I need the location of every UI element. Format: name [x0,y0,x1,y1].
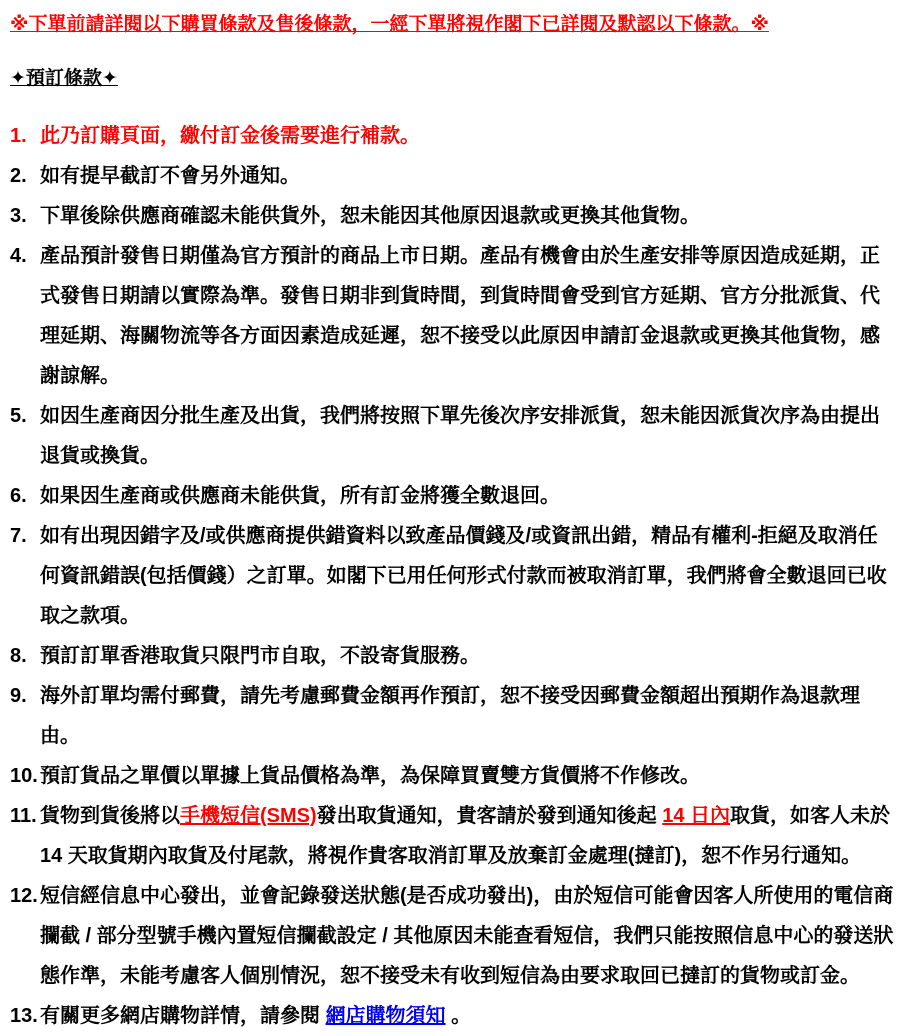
term-text: 如因生產商因分批生產及出貨，我們將按照下單先後次序安排派貨，恕未能因派貨次序為由提出退貨或換貨。 [40,405,880,467]
term-item [10,996,897,1036]
highlighted-text: 手機短信(SMS) [180,805,317,827]
term-text: 如有出現因錯字及/或供應商提供錯資料以致產品價錢及/或資訊出錯，精品有權利-拒絕及取消任何資訊錯誤(包括價錢）之訂單。如閣下已用任何形式付款而被取消訂單，我們將會全數退回已收取之款項。 [40,525,887,627]
term-item [10,236,897,396]
term-number: 11. [10,805,37,827]
term-item [10,796,897,876]
term-number: 9. [10,685,27,707]
term-item [10,396,897,476]
terms-list [10,116,897,1036]
term-text: 貨物到貨後將以手機短信(SMS)發出取貨通知，貴客請於發到通知後起 14 日內取貨，如客人未於 14 天取貨期內取貨及付尾款，將視作貴客取消訂單及放棄訂金處理(撻訂)，恕不作另行通知。 [40,805,891,867]
term-text: 預訂貨品之單價以單據上貨品價格為準，為保障買賣雙方貨價將不作修改。 [40,765,700,787]
term-number: 2. [10,165,27,187]
term-number: 10. [10,765,38,787]
term-text: 有關更多網店購物詳情，請參閱 網店購物須知 。 [40,1005,472,1027]
term-number: 7. [10,525,27,547]
term-number: 13. [10,1005,38,1027]
term-item [10,196,897,236]
term-item [10,756,897,796]
term-text: 預訂訂單香港取貨只限門市自取，不設寄貨服務。 [40,645,480,667]
term-number: 6. [10,485,27,507]
term-text: 產品預計發售日期僅為官方預計的商品上市日期。產品有機會由於生產安排等原因造成延期，正式發售日期請以實際為準。發售日期非到貨時間，到貨時間會受到官方延期、官方分批派貨、代理延期、海關物流等各方面因素造成延遲，恕不接受以此原因申請訂金退款或更換其他貨物，感謝諒解。 [40,245,880,387]
page-title: ※下單前請詳閱以下購買條款及售後條款，一經下單將視作閣下已詳閱及默認以下條款。※ [10,14,769,35]
term-item [10,116,897,156]
term-item [10,636,897,676]
term-item [10,876,897,996]
term-text: 如有提早截訂不會另外通知。 [40,165,300,187]
term-text: 下單後除供應商確認未能供貨外，恕未能因其他原因退款或更換其他貨物。 [40,205,700,227]
section-header-preorder-terms: ✦預訂條款✦ [10,68,118,89]
term-number: 3. [10,205,27,227]
term-number: 1. [10,125,27,147]
term-number: 8. [10,645,27,667]
term-number: 12. [10,885,38,907]
term-item [10,676,897,756]
term-number: 5. [10,405,27,427]
term-text: 如果因生產商或供應商未能供貨，所有訂金將獲全數退回。 [40,485,560,507]
term-item [10,476,897,516]
highlighted-text: 14 日內 [662,805,731,827]
term-item [10,156,897,196]
term-text: 此乃訂購頁面，繳付訂金後需要進行補款。 [40,125,420,147]
term-text: 海外訂單均需付郵費，請先考慮郵費金額再作預訂，恕不接受因郵費金額超出預期作為退款理由。 [40,685,860,747]
term-number: 4. [10,245,27,267]
term-text: 短信經信息中心發出，並會記錄發送狀態(是否成功發出)，由於短信可能會因客人所使用的電信商攔截 / 部分型號手機內置短信攔截設定 / 其他原因未能查看短信，我們只能按照信息中心的發送狀態作準，未能考慮客人個別情況，恕不接受未有收到短信為由要求取回已撻訂的貨物或訂金。 [40,885,894,987]
shop-guide-link[interactable]: 網店購物須知 [325,1005,446,1027]
term-item [10,516,897,636]
